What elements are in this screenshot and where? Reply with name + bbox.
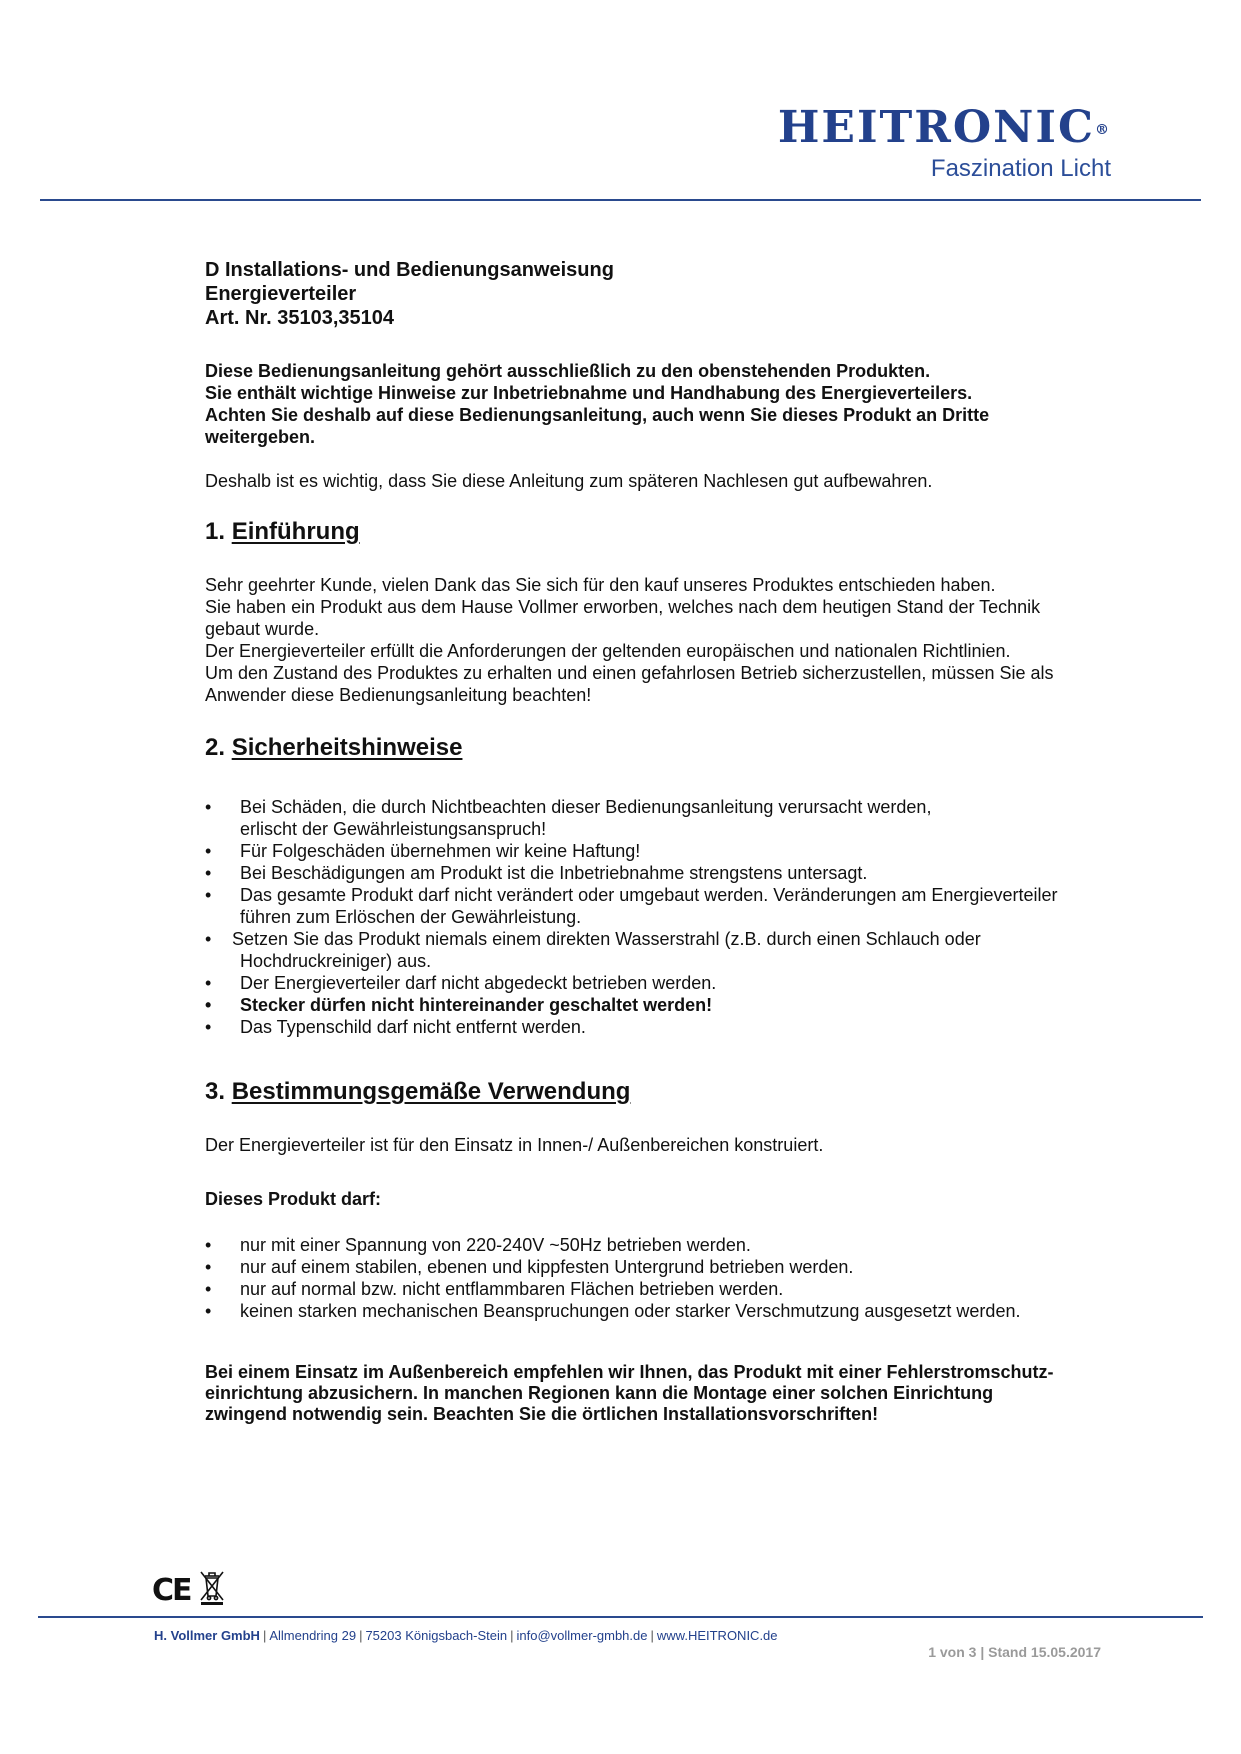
separator: | [510,1628,514,1643]
company-address: Allmendring 29 [269,1628,357,1643]
list-item: • keinen starken mechanischen Beanspruchungen oder starker Verschmutzung ausgesetzt werden. [205,1300,1125,1322]
section-title: Einführung [231,518,360,545]
separator: | [359,1628,363,1643]
company-email[interactable]: info@vollmer-gmbh.de [516,1628,648,1643]
certification-marks [152,1568,227,1606]
item-line: erlischt der Gewährleistungsanspruch! [240,819,547,839]
registered-mark: ® [1095,122,1111,138]
separator: | [262,1628,267,1643]
text-line: Sehr geehrter Kunde, vielen Dank das Sie sich für den kauf unseres Produktes entschieden haben. [205,575,996,595]
list-item [205,1016,1125,1038]
section-heading-intended-use [205,1078,1125,1106]
text-line: Um den Zustand des Produktes zu erhalten und einen gefahrlosen Betrieb sicherzustellen, müssen Sie als [205,663,1054,683]
title-line-1: D Installations- und Bedienungsanweisung [205,259,614,281]
document-title [205,258,1125,330]
notice-line: Achten Sie deshalb auf diese Bedienungsanleitung, auch wenn Sie dieses Produkt an Dritte [205,405,990,425]
keep-instructions-note: Deshalb ist es wichtig, dass Sie diese Anleitung zum späteren Nachlesen gut aufbewahren. [205,471,933,491]
warning-line: Bei einem Einsatz im Außenbereich empfehlen wir Ihnen, das Produkt mit einer Fehlerstromschutz- [205,1362,1054,1382]
company-city: 75203 Königsbach-Stein [365,1628,508,1643]
section-heading-safety [205,734,1125,762]
section-number: 2. [205,734,226,761]
list-item [205,862,1125,884]
list-item [205,796,1125,840]
list-item [205,928,1125,972]
item-line: führen zum Erlöschen der Gewährleistung. [240,907,582,927]
item-line: • Der Energieverteiler darf nicht abgedeckt betrieben werden. [240,973,717,993]
brand-logo [777,102,1111,182]
company-website[interactable]: www.HEITRONIC.de [656,1628,778,1643]
title-line-3: Art. Nr. 35103,35104 [205,307,395,329]
weee-crossed-bin-icon [197,1568,227,1606]
text-line: Sie haben ein Produkt aus dem Hause Vollmer erworben, welches nach dem heutigen Stand der Technik [205,597,1041,617]
list-item: • nur auf normal bzw. nicht entflammbaren Flächen betrieben werden. [205,1278,1125,1300]
footer-divider [38,1616,1203,1618]
section-heading-introduction [205,518,1125,546]
warning-line: einrichtung abzusichern. In manchen Regionen kann die Montage einer solchen Einrichtung [205,1383,994,1403]
section-number: 1. [205,518,226,545]
list-item [205,840,1125,862]
notice-line: weitergeben. [205,427,316,447]
text-line: gebaut wurde. [205,619,320,639]
intended-use-text: Der Energieverteiler ist für den Einsatz in Innen-/ Außenbereichen konstruiert. [205,1135,824,1155]
header-divider [40,199,1201,201]
brand-name: HEITRONIC [777,102,1095,153]
product-may-heading: Dieses Produkt darf: [205,1189,382,1209]
separator: | [650,1628,654,1643]
usage-list [205,1234,1125,1322]
item-line: • Setzen Sie das Produkt niemals einem direkten Wasserstrahl (z.B. durch einen Schlauch oder [232,929,981,949]
footer-contact [154,1628,778,1643]
list-item: • nur auf einem stabilen, ebenen und kippfesten Untergrund betrieben werden. [205,1256,1125,1278]
item-line: • Für Folgeschäden übernehmen wir keine Haftung! [240,841,641,861]
page-info: 1 von 3 | Stand 15.05.2017 [928,1644,1101,1660]
section-number: 3. [205,1078,226,1105]
outdoor-warning [205,1362,1125,1425]
title-line-2: Energieverteiler [205,283,357,305]
item-line: • Bei Schäden, die durch Nichtbeachten dieser Bedienungsanleitung verursacht werden, [240,797,932,817]
text-line: Anwender diese Bedienungsanleitung beachten! [205,685,592,705]
notice-line: Diese Bedienungsanleitung gehört ausschließlich zu den obenstehenden Produkten. [205,361,931,381]
item-line: • Das gesamte Produkt darf nicht verändert oder umgebaut werden. Veränderungen am Energieverteiler [240,885,1058,905]
ce-mark-icon: CE [152,1573,191,1608]
company-name: H. Vollmer GmbH [154,1628,260,1643]
item-line: Hochdruckreiniger) aus. [240,951,432,971]
ownership-notice [205,360,1125,448]
safety-list [205,796,1125,1038]
brand-tagline: Faszination Licht [930,155,1111,182]
list-item [205,994,1125,1016]
introduction-text [205,574,1125,706]
notice-line: Sie enthält wichtige Hinweise zur Inbetriebnahme und Handhabung des Energieverteilers. [205,383,973,403]
warning-line: zwingend notwendig sein. Beachten Sie die örtlichen Installationsvorschriften! [205,1404,879,1424]
text-line: Der Energieverteiler erfüllt die Anforderungen der geltenden europäischen und nationalen Richtlinien. [205,641,1011,661]
list-item [205,972,1125,994]
document-body [205,258,1125,1425]
item-line: • Stecker dürfen nicht hintereinander geschaltet werden! [240,995,713,1015]
list-item [205,884,1125,928]
section-title: Sicherheitshinweise [231,734,463,761]
item-line: • Das Typenschild darf nicht entfernt werden. [240,1017,586,1037]
list-item: • nur mit einer Spannung von 220-240V ~50Hz betrieben werden. [205,1234,1125,1256]
section-title: Bestimmungsgemäße Verwendung [231,1078,631,1105]
item-line: • Bei Beschädigungen am Produkt ist die Inbetriebnahme strengstens untersagt. [240,863,868,883]
